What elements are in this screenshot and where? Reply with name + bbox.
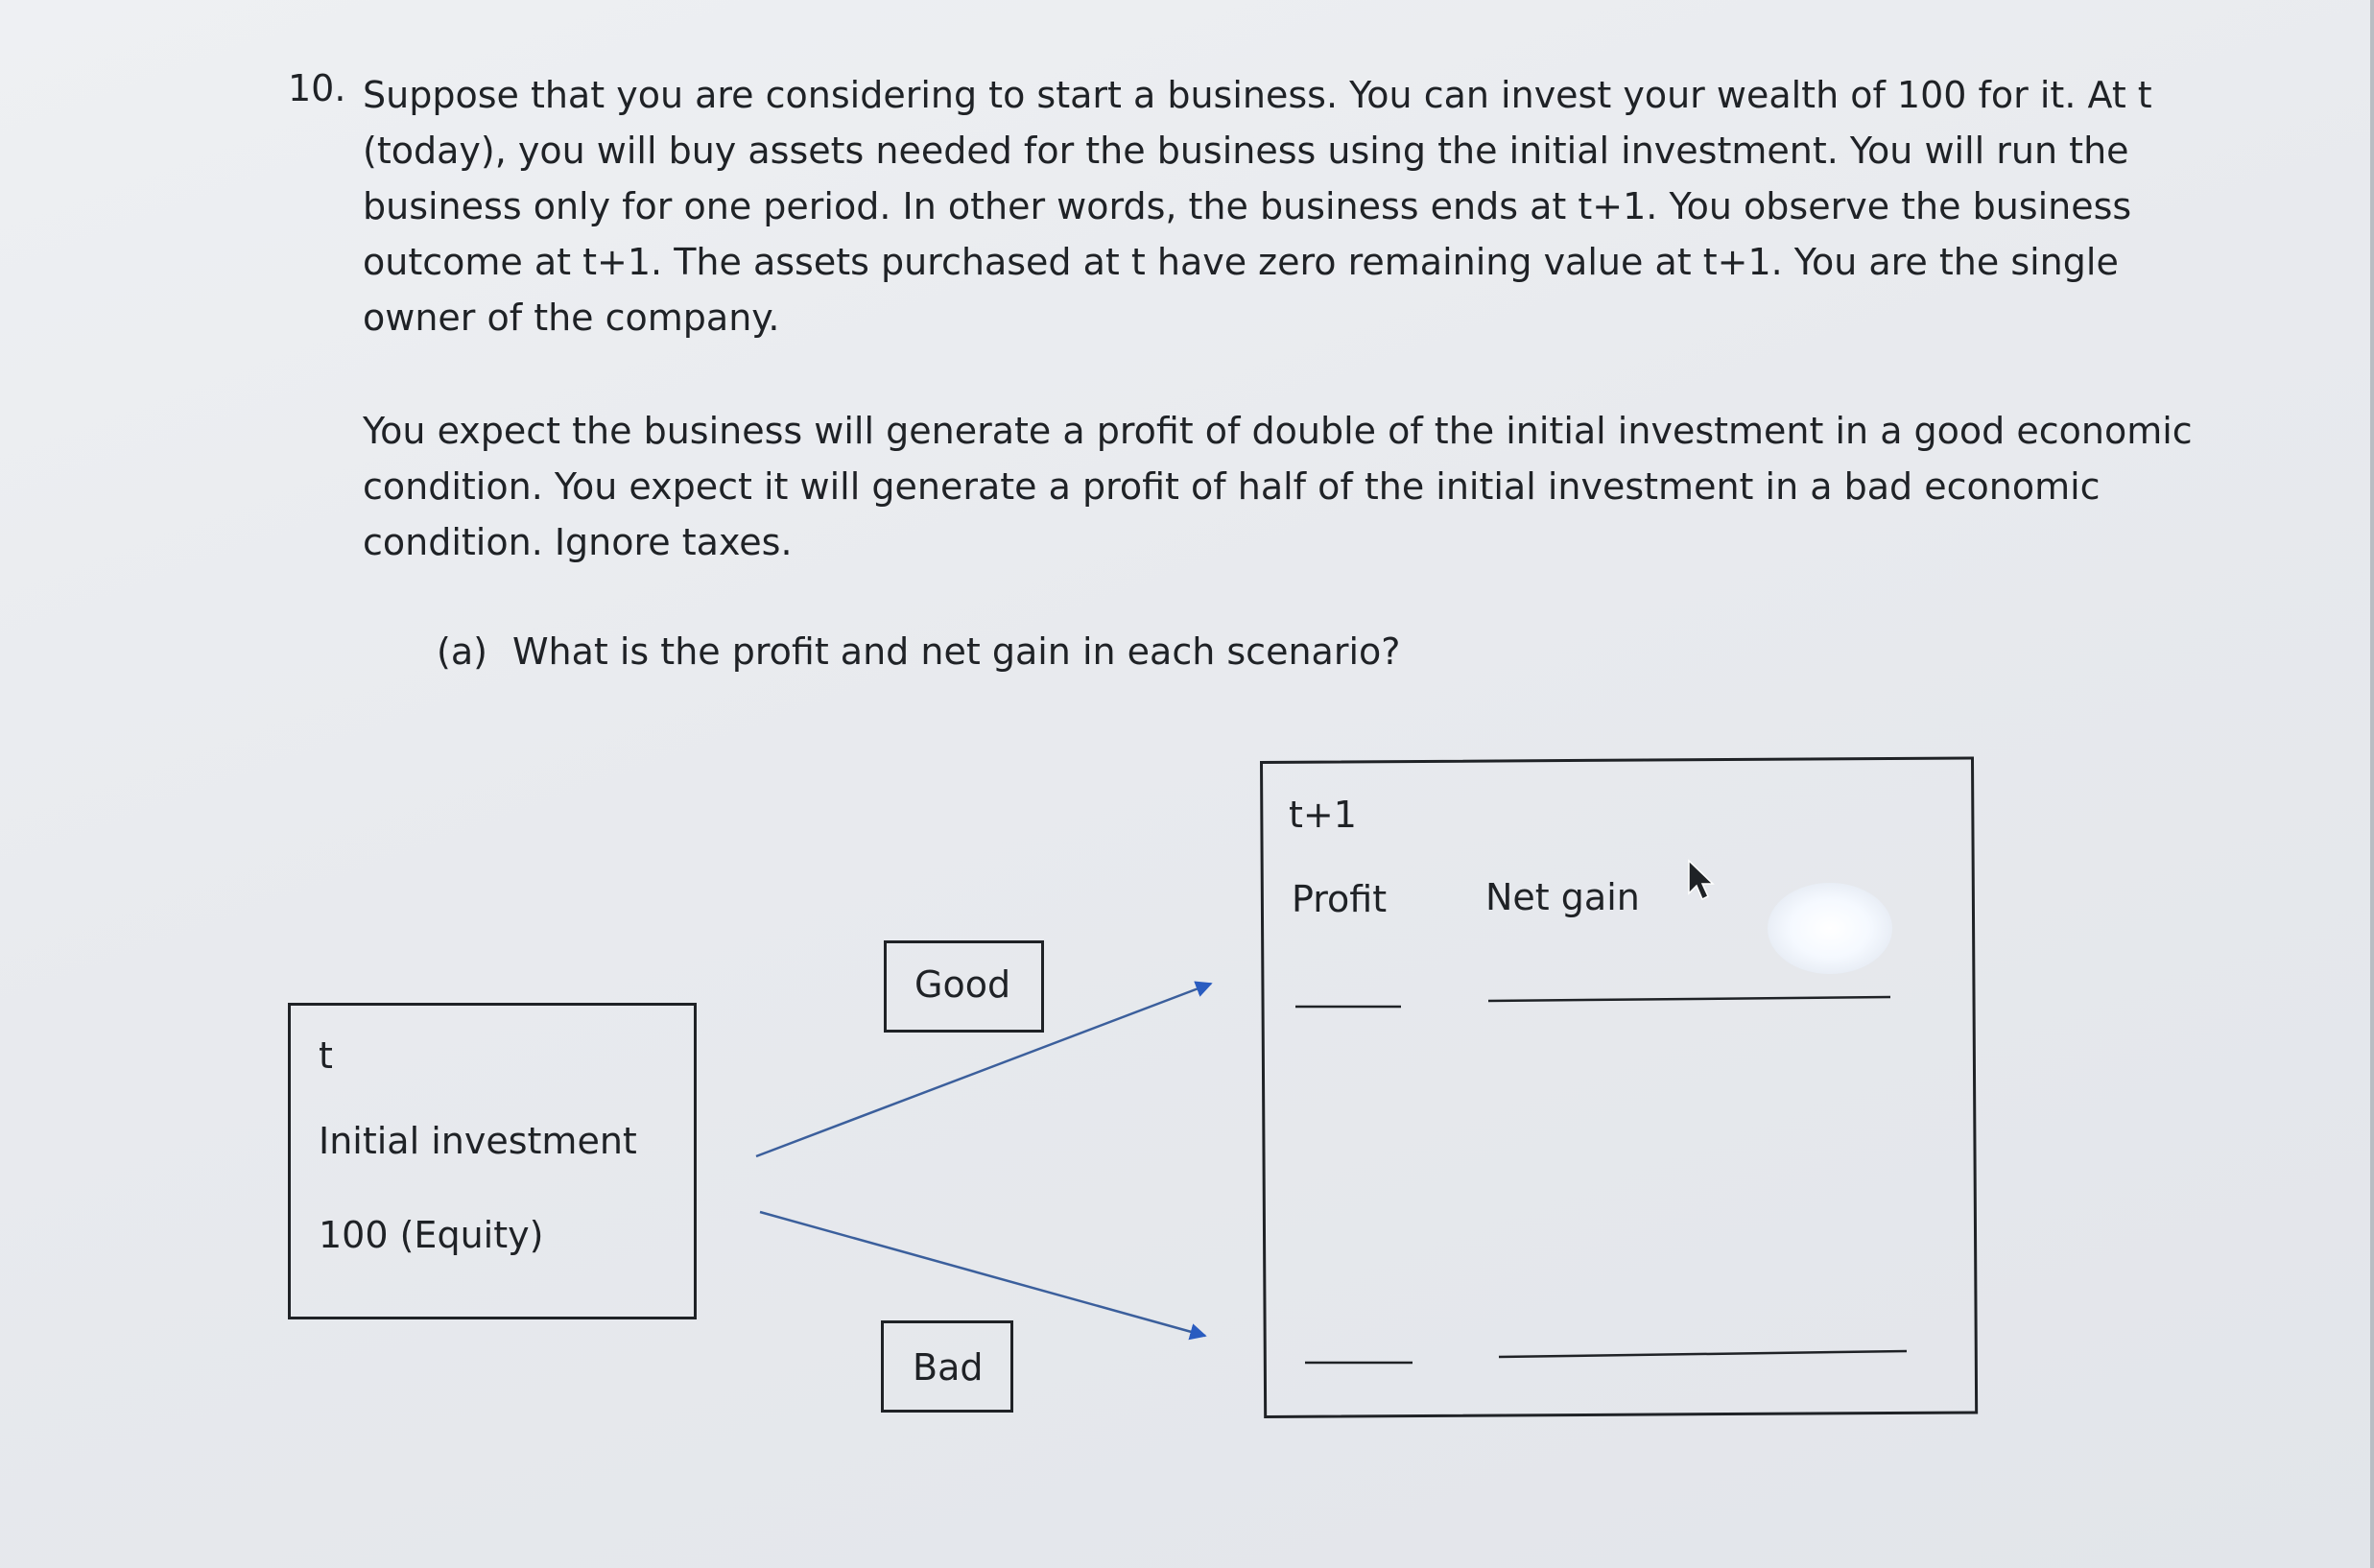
arrow-to-good — [756, 984, 1211, 1156]
mouse-pointer-icon — [1689, 861, 1713, 899]
profit-column-header: Profit — [1292, 878, 1388, 920]
good-scenario-label: Good — [914, 963, 1011, 1006]
text-line: condition. Ignore taxes. — [363, 521, 793, 563]
net-gain-column-header: Net gain — [1485, 876, 1640, 918]
good-net-gain-blank — [1488, 997, 1890, 1001]
text-line: (today), you will buy assets needed for the business using the initial investment. You will run the — [363, 130, 2129, 172]
sub-question-text: What is the profit and net gain in each scenario? — [511, 630, 1401, 673]
t-plus-1-title: t+1 — [1289, 794, 1357, 836]
text-line: outcome at t+1. The assets purchased at t have zero remaining value at t+1. You are the single — [363, 241, 2119, 283]
t-box-title: t — [319, 1034, 333, 1077]
initial-investment-value: 100 (Equity) — [319, 1214, 544, 1256]
text-line: Suppose that you are considering to start a business. You can invest your wealth of 100 for it. At t — [363, 74, 2152, 116]
text-line: You expect the business will generate a profit of double of the initial investment in a good economic — [363, 410, 2193, 452]
text-line: condition. You expect it will generate a profit of half of the initial investment in a bad economic — [363, 465, 2101, 508]
arrow-to-bad — [760, 1212, 1205, 1336]
bad-scenario-label: Bad — [913, 1346, 984, 1389]
text-line: owner of the company. — [363, 297, 780, 339]
initial-investment-label: Initial investment — [319, 1120, 637, 1162]
bad-net-gain-blank — [1499, 1351, 1907, 1357]
text-line: business only for one period. In other words, the business ends at t+1. You observe the business — [363, 185, 2132, 227]
sub-question-label: (a) — [437, 630, 487, 673]
question-number: 10. — [288, 67, 346, 109]
